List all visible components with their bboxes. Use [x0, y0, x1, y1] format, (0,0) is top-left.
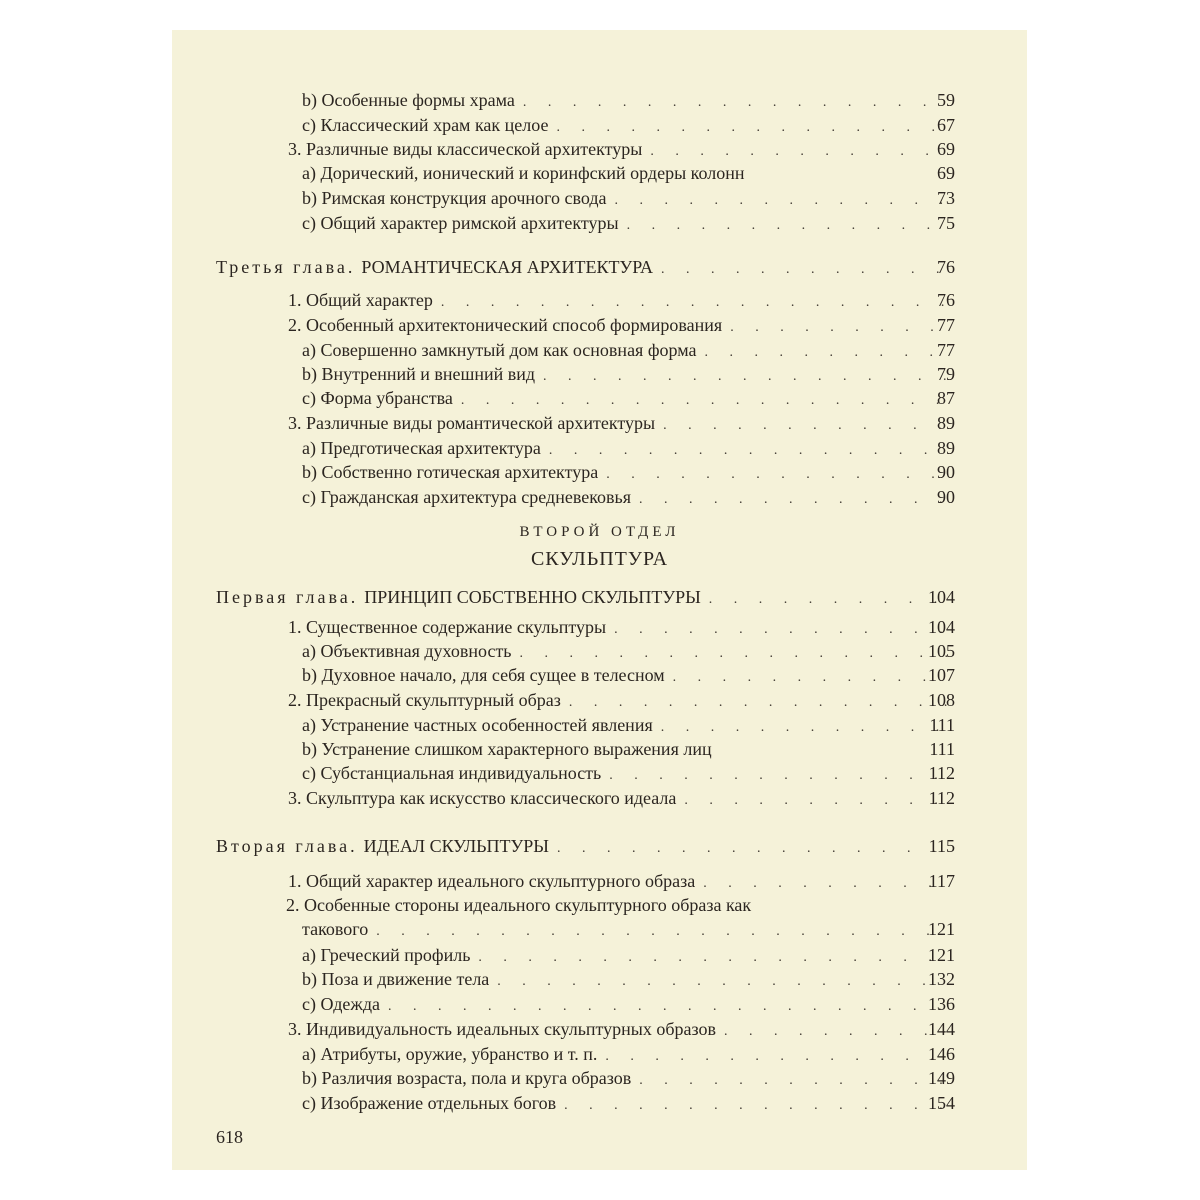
toc-entry	[302, 386, 955, 410]
leader-dots	[639, 1069, 949, 1093]
toc-page-number: 75	[937, 213, 955, 233]
toc-chapter-heading	[216, 585, 955, 609]
toc-entry-title: b) Римская конструкция арочного свода	[302, 188, 607, 208]
leader-dots	[564, 1094, 949, 1118]
toc-entry-line	[286, 893, 897, 917]
toc-page-number: 121	[928, 945, 955, 965]
leader-dots	[609, 764, 949, 788]
leader-dots	[627, 214, 949, 238]
toc-entry-title: 1. Общий характер	[288, 290, 433, 310]
toc-entry-title: 3. Индивидуальность идеальных скульптурных образов	[288, 1019, 717, 1039]
toc-entry	[288, 688, 955, 712]
toc-page-number: 104	[928, 617, 955, 637]
toc-entry-title: с) Гражданская архитектура средневековья	[302, 487, 632, 507]
toc-entry	[302, 161, 955, 185]
toc-page-number: 111	[929, 715, 955, 735]
toc-entry	[302, 917, 955, 941]
leader-dots	[615, 189, 950, 213]
toc-page-number: 89	[937, 438, 955, 458]
toc-entry-title: а) Дорический, ионический и коринфский ордеры колонн	[302, 163, 745, 183]
toc-entry-title: 3. Скульптура как искусство классического идеала	[288, 788, 677, 808]
toc-chapter-heading	[216, 834, 955, 858]
toc-page-number: 154	[928, 1093, 955, 1113]
toc-chapter-heading	[216, 255, 955, 279]
toc-entry-title: b) Внутренний и внешний вид	[302, 364, 536, 384]
toc-entry	[288, 615, 955, 639]
toc-entry-title: с) Классический храм как целое	[302, 115, 549, 135]
toc-entry-title: b) Поза и движение тела	[302, 969, 490, 989]
toc-page-number: 77	[937, 340, 955, 360]
toc-entry-title: b) Устранение слишком характерного выражения лиц	[302, 739, 712, 759]
toc-entry-title: с) Субстанциальная индивидуальность	[302, 763, 602, 783]
toc-page-number: 112	[928, 763, 955, 783]
book-page	[172, 30, 1027, 1170]
toc-entry-title: с) Изображение отдельных богов	[302, 1093, 557, 1113]
leader-dots	[557, 837, 949, 861]
toc-entry-title: 2. Особенные стороны идеального скульптурного образа как	[286, 895, 752, 915]
toc-entry-title: 3. Различные виды романтической архитектуры	[288, 413, 656, 433]
toc-page-number: 76	[937, 257, 955, 277]
toc-entry	[302, 761, 955, 785]
toc-entry	[302, 737, 955, 761]
toc-entry-title: b) Собственно готическая архитектура	[302, 462, 599, 482]
toc-page-number: 76	[937, 290, 955, 310]
toc-entry	[302, 88, 955, 112]
leader-dots	[639, 488, 949, 512]
toc-entry-title: 2. Особенный архитектонический способ формирования	[288, 315, 723, 335]
division-label: ВТОРОЙ ОТДЕЛ	[519, 524, 680, 540]
chapter-prefix: Первая глава.	[216, 587, 359, 607]
toc-entry	[302, 211, 955, 235]
toc-page-number: 59	[937, 90, 955, 110]
toc-entry	[302, 362, 955, 386]
toc-page-number: 144	[928, 1019, 955, 1039]
toc-entry	[302, 967, 955, 991]
toc-entry-title: с) Одежда	[302, 994, 380, 1014]
toc-entry-title: а) Атрибуты, оружие, убранство и т. п.	[302, 1044, 598, 1064]
toc-entry	[302, 663, 955, 687]
toc-page-number: 104	[928, 587, 955, 607]
toc-entry-title: а) Предготическая архитектура	[302, 438, 541, 458]
toc-entry-title: 1. Общий характер идеального скульптурного образа	[288, 871, 696, 891]
toc-page-number: 112	[928, 788, 955, 808]
toc-entry	[288, 786, 955, 810]
toc-entry	[288, 1017, 955, 1041]
toc-entry-title: b) Различия возраста, пола и круга образов	[302, 1068, 632, 1088]
toc-page-number: 77	[937, 315, 955, 335]
toc-page-number: 90	[937, 462, 955, 482]
toc-page-number: 69	[937, 163, 955, 183]
toc-entry-title: 1. Существенное содержание скульптуры	[288, 617, 607, 637]
toc-entry	[302, 1066, 955, 1090]
toc-entry-title: а) Совершенно замкнутый дом как основная форма	[302, 340, 697, 360]
toc-entry	[302, 485, 955, 509]
toc-entry-title: b) Духовное начало, для себя сущее в телесном	[302, 665, 665, 685]
toc-page-number: 87	[937, 388, 955, 408]
division-title: СКУЛЬПТУРА	[530, 548, 669, 570]
toc-entry-title: а) Греческий профиль	[302, 945, 471, 965]
toc-page-number: 105	[928, 641, 955, 661]
toc-page-number: 90	[937, 487, 955, 507]
leader-dots	[388, 995, 949, 1019]
toc-entry	[302, 639, 955, 663]
toc-page-number: 121	[928, 919, 955, 939]
toc-entry	[302, 1091, 955, 1115]
toc-entry-title: с) Общий характер римской архитектуры	[302, 213, 619, 233]
toc-page-number: 107	[928, 665, 955, 685]
toc-entry-title-continued: такового	[302, 919, 369, 939]
leader-dots	[376, 920, 949, 944]
toc-entry-title: а) Устранение частных особенностей явления	[302, 715, 653, 735]
toc-entry	[288, 869, 955, 893]
toc-entry	[302, 460, 955, 484]
leader-dots	[497, 970, 949, 994]
toc-entry	[288, 137, 955, 161]
chapter-prefix: Третья глава.	[216, 257, 356, 277]
toc-page-number: 115	[928, 836, 955, 856]
toc-entry-title: 3. Различные виды классической архитектуры	[288, 139, 643, 159]
toc-page-number: 149	[928, 1068, 955, 1088]
toc-entry	[302, 113, 955, 137]
toc-page-number: 111	[929, 739, 955, 759]
toc-entry-title: с) Форма убранства	[302, 388, 453, 408]
toc-page-number: 136	[928, 994, 955, 1014]
toc-page-number: 89	[937, 413, 955, 433]
chapter-title: РОМАНТИЧЕСКАЯ АРХИТЕКТУРА	[361, 257, 653, 277]
leader-dots	[441, 291, 949, 315]
toc-entry-title: b) Особенные формы храма	[302, 90, 515, 110]
toc-page-number: 108	[928, 690, 955, 710]
toc-page-number: 146	[928, 1044, 955, 1064]
toc-page-number: 67	[937, 115, 955, 135]
page-number: 618	[216, 1127, 243, 1147]
chapter-title: ИДЕАЛ СКУЛЬПТУРЫ	[363, 836, 549, 856]
toc-entry-title: 2. Прекрасный скульптурный образ	[288, 690, 561, 710]
toc-entry	[302, 992, 955, 1016]
toc-entry	[288, 411, 955, 435]
toc-page-number: 69	[937, 139, 955, 159]
leader-dots	[569, 691, 949, 715]
toc-entry	[302, 943, 955, 967]
chapter-title: ПРИНЦИП СОБСТВЕННО СКУЛЬПТУРЫ	[364, 587, 701, 607]
toc-page-number: 132	[928, 969, 955, 989]
toc-page-number: 73	[937, 188, 955, 208]
leader-dots	[606, 463, 949, 487]
toc-page-number: 79	[937, 364, 955, 384]
toc-entry	[302, 436, 955, 460]
toc-entry	[302, 338, 955, 362]
leader-dots	[461, 389, 949, 413]
toc-entry	[288, 288, 955, 312]
toc-entry	[288, 313, 955, 337]
toc-entry-title: а) Объективная духовность	[302, 641, 512, 661]
toc-entry	[302, 186, 955, 210]
toc-entry	[302, 1042, 955, 1066]
toc-page-number: 117	[928, 871, 955, 891]
leader-dots	[523, 91, 949, 115]
chapter-prefix: Вторая глава.	[216, 836, 358, 856]
toc-entry	[302, 713, 955, 737]
